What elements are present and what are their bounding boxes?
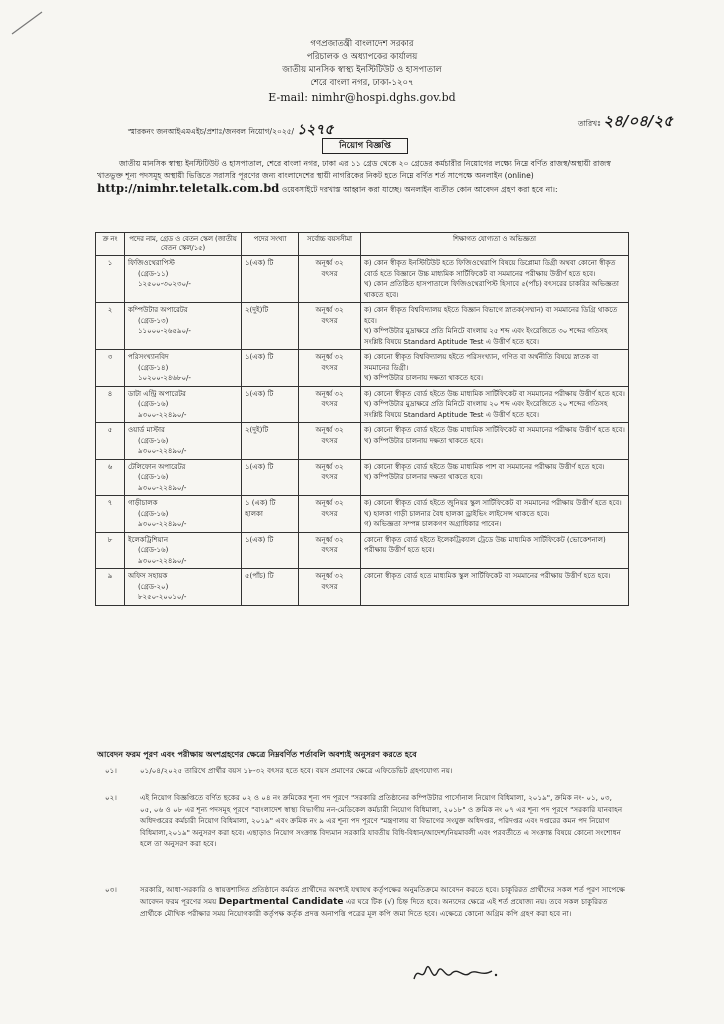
condition-text-part: এর ঘরে টিক (√) চিহ্ন দিতে হবে। অন্যদের ক্ষেত্রে এই শর্ত প্রযোজ্য নয়। তবে সকল চাকুরিরত প্রার্থীকে মৌখিক পরীক্ষার সময় নিয়োগকারী কর্তৃপক্ষ কর্তৃক প্রদত্ত অনাপত্তি পত্রের মূল কপি জমা দিতে হবে। এক্ষেত্রে কোনো অগ্রিম কপি গ্রহণ করা হবে না। bbox=[140, 896, 608, 918]
post-scale: ১২৫০০-৩০২৩০/- bbox=[138, 280, 191, 288]
cell-serial: ৪ bbox=[96, 386, 125, 423]
condition-1 bbox=[97, 765, 625, 777]
cell-age bbox=[299, 423, 361, 460]
qualification-item: খ) কম্পিউটার চালনার দক্ষতা থাকতে হবে। bbox=[364, 473, 483, 481]
header-line-3: জাতীয় মানসিক স্বাস্থ্য ইনস্টিটিউট ও হাসপাতাল bbox=[282, 65, 442, 75]
post-grade: (গ্রেড-২০) bbox=[138, 582, 169, 591]
cell-serial: ৩ bbox=[96, 350, 125, 387]
qualification-item: গ) অভিজ্ঞতা সম্পন্ন চালকগণ অগ্রাধিকার পাবেন। bbox=[364, 520, 502, 528]
condition-number: ০৩। bbox=[105, 885, 117, 894]
age-age2: বৎসর bbox=[321, 473, 338, 481]
col-header-serial: ক্র নং bbox=[96, 233, 125, 256]
date-label: তারিখঃ bbox=[578, 119, 601, 128]
age-age2: বৎসর bbox=[321, 400, 338, 408]
table-row bbox=[96, 256, 629, 303]
table-row bbox=[96, 423, 629, 460]
post-grade: (গ্রেড-১৬) bbox=[138, 546, 169, 554]
cell-qualification bbox=[361, 496, 629, 533]
table-row bbox=[96, 569, 629, 606]
post-grade: (গ্রেড-১৬) bbox=[138, 473, 169, 481]
cell-count: ১(এক) টি bbox=[242, 256, 299, 303]
header-email: E-mail: nimhr@hospi.dghs.gov.bd bbox=[268, 91, 456, 104]
cell-count: ১(এক) টি bbox=[242, 459, 299, 496]
post-name: টেলিফোন অপারেটর bbox=[128, 462, 186, 471]
cell-qualification bbox=[361, 256, 629, 303]
cell-post bbox=[125, 303, 242, 350]
letterhead bbox=[0, 38, 724, 104]
cell-post bbox=[125, 532, 242, 569]
age-age1: অনূর্ধ্ব ৩২ bbox=[315, 572, 344, 580]
post-scale: ৯৩০০-২২৪৯০/- bbox=[138, 483, 187, 492]
cell-age bbox=[299, 459, 361, 496]
cell-count: ১ (এক) টি হালকা bbox=[242, 496, 299, 533]
cell-age bbox=[299, 532, 361, 569]
condition-number: ০২। bbox=[105, 793, 117, 802]
condition-2 bbox=[97, 792, 625, 850]
post-grade: (গ্রেড-১৩) bbox=[138, 316, 169, 325]
post-name: ডাটা এন্ট্রি অপারেটর bbox=[128, 389, 186, 398]
cell-serial: ৭ bbox=[96, 496, 125, 533]
cell-serial: ৬ bbox=[96, 459, 125, 496]
qualification-item: ক) কোনো স্বীকৃত বোর্ড হইতে উচ্চ মাধ্যমিক সার্টিফিকেট বা সমমানের পরীক্ষায় উত্তীর্ণ হতে হবে। bbox=[364, 426, 625, 434]
cell-count: ২(দুই)টি bbox=[242, 423, 299, 460]
qualification-item: কোনো স্বীকৃত বোর্ড হইতে ইলেকট্রিক্যাল ট্রেডে উচ্চ মাধ্যমিক সার্টিফিকেট (ভোকেশনাল) পরীক্ষায় উত্তীর্ণ হতে হবে। bbox=[364, 535, 606, 554]
intro-text: জাতীয় মানসিক স্বাস্থ্য ইনস্টিটিউট ও হাসপাতাল, শেরে বাংলা নগর, ঢাকা এর ১১ গ্রেড থেকে ২০ গ্রেডের কর্মচারীর নিয়োগের লক্ষ্যে নিম্নে বর্ণিত রাজস্ব/অস্থায়ী রাজস্ব খাতভুক্ত শূন্য পদসমূহ অস্থায়ী ভিত্তিতে সরাসরি পূরণের জন্য বাংলাদেশের স্থায়ী নাগরিকের নিকট হতে নিম্নে বর্ণিত শর্ত সাপেক্ষে অনলাইন (online) bbox=[97, 159, 611, 180]
col-header-post: পদের নাম, গ্রেড ও বেতন স্কেল (জাতীয় বেতন স্কেল/১৫) bbox=[125, 233, 242, 256]
condition-text-part: সরকারি, আধা-সরকারি ও স্বায়ত্তশাসিত প্রতিষ্ঠানে কর্মরত প্রার্থীদের অবশ্যই যথাযথ কর্তৃপক্ষের অনুমতিক্রমে আবেদন করতে হবে। চাকুরিরত প্রার্থীদের সকল শর্ত পূরণ সাপেক্ষে আবেদন ফরম পূরণের সময় bbox=[140, 885, 626, 906]
date-block bbox=[578, 110, 673, 135]
cell-serial: ৯ bbox=[96, 569, 125, 606]
reference-text: স্মারকনং জনআইএমএইচ/প্রশাঃ/জনবল নিয়োগ/২০২৫/ bbox=[128, 127, 295, 136]
departmental-candidate-label: Departmental Candidate bbox=[218, 896, 344, 907]
age-age1: অনূর্ধ্ব ৩২ bbox=[315, 306, 344, 314]
qualification-item: খ) কম্পিউটার চালনায় দক্ষতা থাকতে হবে। bbox=[364, 436, 484, 445]
age-age1: অনূর্ধ্ব ৩২ bbox=[315, 426, 344, 434]
cell-count: ৫(পাঁচ) টি bbox=[242, 569, 299, 606]
cell-age bbox=[299, 256, 361, 303]
col-header-count: পদের সংখ্যা bbox=[242, 233, 299, 256]
table-header-row bbox=[96, 233, 629, 256]
post-name: ইলেকট্রিশিয়ান bbox=[128, 535, 169, 544]
cell-serial: ১ bbox=[96, 256, 125, 303]
age-age2: বৎসর bbox=[321, 546, 338, 554]
cell-post bbox=[125, 423, 242, 460]
post-name: গাড়ীচালক bbox=[128, 499, 158, 507]
post-name: অফিস সহায়ক bbox=[128, 572, 168, 580]
post-grade: (গ্রেড-১৬) bbox=[138, 400, 169, 408]
signature-mark bbox=[410, 955, 500, 991]
age-age2: বৎসর bbox=[321, 509, 338, 518]
qualification-item: ক) কোনো স্বীকৃত বোর্ড হইতে উচ্চ মাধ্যমিক সার্টিফিকেট বা সমমানের পরীক্ষায় উত্তীর্ণ হতে হবে। bbox=[364, 389, 625, 398]
age-age2: বৎসর bbox=[321, 363, 338, 372]
cell-qualification bbox=[361, 386, 629, 423]
age-age1: অনূর্ধ্ব ৩২ bbox=[315, 389, 344, 398]
cell-qualification bbox=[361, 569, 629, 606]
qualification-item: খ) হালকা গাড়ী চালনার বৈধ হালকা ড্রাইভিং লাইসেন্স থাকতে হবে। bbox=[364, 509, 550, 518]
post-scale: ৯৩০০-২২৪৯০/- bbox=[138, 447, 187, 455]
post-grade: (গ্রেড-১৪) bbox=[138, 363, 169, 372]
age-age1: অনূর্ধ্ব ৩২ bbox=[315, 462, 344, 471]
cell-serial: ৮ bbox=[96, 532, 125, 569]
age-age2: বৎসর bbox=[321, 582, 338, 591]
cell-post bbox=[125, 256, 242, 303]
intro-paragraph bbox=[97, 158, 622, 196]
cell-age bbox=[299, 386, 361, 423]
table-row bbox=[96, 496, 629, 533]
qualification-item: ক) কোনো স্বীকৃত বোর্ড হইতে উচ্চ মাধ্যমিক পাশ বা সমমানের পরীক্ষায় উত্তীর্ণ হতে হবে। bbox=[364, 462, 605, 471]
table-row bbox=[96, 386, 629, 423]
intro-text-2: ওয়েবসাইটে দরখাস্ত আহ্বান করা যাচ্ছে। অনলাইন ব্যতীত কোন আবেদন গ্রহণ করা হবে না।: bbox=[281, 185, 558, 194]
qualification-item: ক) কোন স্বীকৃত বিশ্ববিদ্যালয় হইতে বিজ্ঞান বিভাগে স্নাতক(সম্মান) বা সমমানের ডিগ্রি থাকতে হবে। bbox=[364, 306, 618, 325]
post-name: ওয়ার্ড মাস্টার bbox=[128, 426, 165, 434]
col-header-age: সর্বোচ্চ বয়সসীমা bbox=[299, 233, 361, 256]
cell-count: ১(এক) টি bbox=[242, 386, 299, 423]
condition-text: এই নিয়োগ বিজ্ঞপ্তিতে বর্ণিত ছকের ০২ ও ০৪ নং ক্রমিকের শূন্য পদ পূরণে "সরকারি প্রতিষ্ঠানের কম্পিউটার পার্সোনাল নিয়োগ বিধিমালা, ২০১৯", ক্রমিক নং- ০১, ০৩, ০৫, ০৬ ও ০৮ এর শূন্য পদসমূহ পূরণে "বাংলাদেশ স্বাস্থ্য বিভাগীয় নন-মেডিকেল কর্মচারী নিয়োগ বিধিমালা, ২০১৮" ও ক্রমিক নং ০৭ এর শূন্য পদ পূরণে "সরকারি যানবাহন অধিদপ্তরের কর্মচারী নিয়োগ বিধিমালা, ২০১৯" এবং ক্রমিক নং ৯ এর শূন্য পদ পূরণে "মন্ত্রণালয় বা বিভাগের সংযুক্ত অধিদপ্তর, পরিদপ্তর এবং দপ্তরের কমন পদ নিয়োগ বিধিমালা,২০১৯" অনুসরণ করা হবে। এছাড়াও নিয়োগ সংক্রান্ত বিদ্যমান সরকারি যাবতীয় বিধি-বিধান/আদেশ/নিয়মাবলী এবং পরবর্তীতে এ সংক্রান্ত বিষয়ে কোনো সংশোধন হলে তা অনুসরণ করা হবে। bbox=[140, 793, 623, 848]
qualification-item: কোনো স্বীকৃত বোর্ড হতে মাধ্যমিক স্কুল সার্টিফিকেট বা সমমানের পরীক্ষায় উত্তীর্ণ হতে হবে। bbox=[364, 572, 611, 580]
condition-number: ০১। bbox=[105, 766, 117, 775]
post-name: পরিসংখ্যানবিদ bbox=[128, 353, 169, 361]
cell-serial: ২ bbox=[96, 303, 125, 350]
cell-qualification bbox=[361, 423, 629, 460]
condition-text: ০১/০৪/২০২৫ তারিখে প্রার্থীর বয়স ১৮-৩২ বৎসর হতে হবে। বয়স প্রমাণের ক্ষেত্রে এফিডেভিট গ্রহণযোগ্য নয়। bbox=[140, 766, 453, 775]
post-scale: ১১০০০-২৬৫৯০/- bbox=[138, 327, 191, 335]
application-url-link[interactable]: http://nimhr.teletalk.com.bd bbox=[97, 181, 280, 195]
cell-age bbox=[299, 496, 361, 533]
cell-qualification bbox=[361, 459, 629, 496]
post-name: কম্পিউটার অপারেটর bbox=[128, 306, 188, 314]
post-scale: ৯৩০০-২২৪৯০/- bbox=[138, 520, 187, 528]
post-grade: (গ্রেড-১১) bbox=[138, 269, 169, 278]
age-age2: বৎসর bbox=[321, 269, 338, 278]
cell-post bbox=[125, 459, 242, 496]
table-row bbox=[96, 350, 629, 387]
cell-post bbox=[125, 569, 242, 606]
cell-age bbox=[299, 350, 361, 387]
age-age1: অনূর্ধ্ব ৩২ bbox=[315, 499, 344, 507]
cell-qualification bbox=[361, 303, 629, 350]
post-grade: (গ্রেড-১৬) bbox=[138, 509, 169, 518]
table-row bbox=[96, 532, 629, 569]
col-header-qualification: শিক্ষাগত যোগ্যতা ও অভিজ্ঞতা bbox=[361, 233, 629, 256]
cell-qualification bbox=[361, 532, 629, 569]
qualification-item: খ) কম্পিউটার মুদ্রাক্ষরে প্রতি মিনিটে বাংলায় ২৫ শব্দ এবং ইংরেজিতে ৩০ শব্দের গতিসহ সংশ্লিষ্ট বিষয়ে Standard Aptitude Test এ উত্তীর্ণ হতে হবে। bbox=[364, 327, 608, 346]
qualification-item: খ) কম্পিউটার মুদ্রাক্ষরে প্রতি মিনিটে বাংলায় ২০ শব্দ এবং ইংরেজিতে ২০ শব্দের গতিসহ সংশ্লিষ্ট বিষয়ে Standard Aptitude Test এ উত্তীর্ণ হতে হবে। bbox=[364, 400, 608, 419]
age-age1: অনূর্ধ্ব ৩২ bbox=[315, 259, 344, 267]
post-scale: ৯৩০০-২২৪৯০/- bbox=[138, 410, 187, 419]
notice-title: নিয়োগ বিজ্ঞপ্তি bbox=[322, 138, 408, 154]
qualification-item: খ) কোন প্রতিষ্ঠিত হাসপাতালে ফিজিওথেরাপিস্ট হিসাবে ৫(পাঁচ) বৎসরের চাকরির অভিজ্ঞতা থাকতে হবে। bbox=[364, 280, 619, 299]
cell-qualification bbox=[361, 350, 629, 387]
table-row bbox=[96, 303, 629, 350]
age-age2: বৎসর bbox=[321, 316, 338, 325]
qualification-item: ক) কোনো স্বীকৃত বিশ্ববিদ্যালয় হইতে পরিসংখ্যান, গণিত বা অর্থনীতি বিষয়ে স্নাতক বা সমমানের ডিগ্রী। bbox=[364, 353, 599, 372]
age-age2: বৎসর bbox=[321, 436, 338, 445]
condition-text bbox=[140, 884, 625, 920]
qualification-item: ক) কোন স্বীকৃত ইনস্টিটিউট হতে ফিজিওথেরাপি বিষয়ে ডিপ্লোমা ডিগ্রী অথবা কোনো স্বীকৃত বোর্ড হতে বিজ্ঞানে উচ্চ মাধ্যমিক সার্টিফিকেট বা সমমানের পরীক্ষায় উত্তীর্ণ হতে হবে। bbox=[364, 259, 616, 278]
cell-post bbox=[125, 496, 242, 533]
cell-serial: ৫ bbox=[96, 423, 125, 460]
table-row bbox=[96, 459, 629, 496]
pen-stroke-mark bbox=[8, 8, 48, 38]
post-grade: (গ্রেড-১৬) bbox=[138, 436, 169, 445]
post-scale: ৯৩০০-২২৪৯০/- bbox=[138, 556, 187, 565]
table-body bbox=[96, 256, 629, 606]
cell-count: ১(এক) টি bbox=[242, 350, 299, 387]
header-line-4: শেরে বাংলা নগর, ঢাকা-১২০৭ bbox=[310, 78, 414, 88]
cell-age bbox=[299, 569, 361, 606]
cell-count: ১(এক) টি bbox=[242, 532, 299, 569]
age-age1: অনূর্ধ্ব ৩২ bbox=[315, 535, 344, 544]
post-scale: ১০২০০-২৪৬৮০/- bbox=[138, 374, 191, 382]
cell-count: ২(দুই)টি bbox=[242, 303, 299, 350]
condition-3 bbox=[97, 884, 625, 920]
post-scale: ৮২৫০-২০০১০/- bbox=[138, 593, 187, 601]
qualification-item: ক) কোনো স্বীকৃত বোর্ড হইতে জুনিয়র স্কুল সার্টিফিকেট বা সমমানের পরীক্ষায় উত্তীর্ণ হতে হবে। bbox=[364, 499, 622, 507]
cell-post bbox=[125, 386, 242, 423]
conditions-heading: আবেদন ফরম পূরণ এবং পরীক্ষায় অংশগ্রহণের ক্ষেত্রে নিম্নবর্ণিত শর্তাবলি অবশ্যই অনুসরণ করতে হবে bbox=[97, 750, 417, 759]
date-value: ২৪/০৪/২৫ bbox=[603, 112, 673, 130]
post-name: ফিজিওথেরাপিস্ট bbox=[128, 259, 175, 267]
header-line-2: পরিচালক ও অধ্যাপকের কার্যালয় bbox=[306, 52, 418, 62]
age-age1: অনূর্ধ্ব ৩২ bbox=[315, 353, 344, 361]
header-line-1: গণপ্রজাতন্ত্রী বাংলাদেশ সরকার bbox=[310, 39, 414, 49]
posts-table bbox=[95, 232, 629, 606]
cell-post bbox=[125, 350, 242, 387]
reference-number: ১২৭৫ bbox=[297, 122, 334, 138]
qualification-item: খ) কম্পিউটার চালনায় দক্ষতা থাকতে হবে। bbox=[364, 374, 484, 382]
cell-age bbox=[299, 303, 361, 350]
